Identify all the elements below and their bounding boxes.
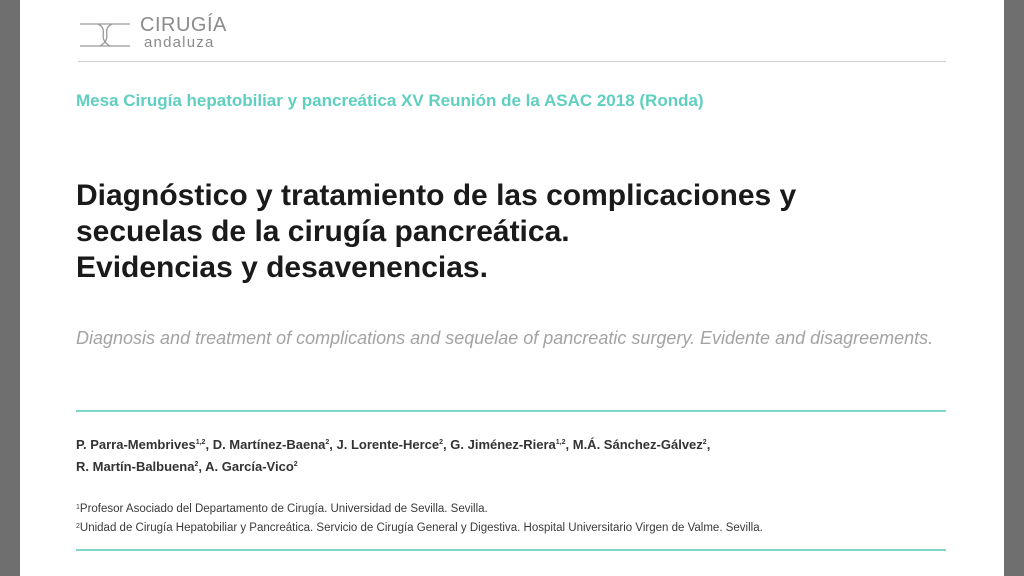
author-name: G. Jiménez-Riera [450, 437, 556, 452]
author-name: R. Martín-Balbuena [76, 459, 195, 474]
author-name: A. García-Vico [205, 459, 294, 474]
affiliation-text: Unidad de Cirugía Hepatobiliar y Pancreática. Servicio de Cirugía General y Digestiva. Hospital Universitario Virgen de Valme. Sevilla. [79, 522, 763, 534]
article-title [76, 178, 956, 286]
author-affiliation-marker: 2 [194, 461, 199, 468]
author-line: P. Parra-Membrives$^{1,2}$, D. Martínez-Baena$^2$, J. Lorente-Herce$^2$, G. Jiménez-Riera$^{1,2}$, M.Á. Sánchez-Gálvez$^2$, [76, 437, 711, 452]
author-list [76, 434, 956, 478]
title-divider [76, 410, 946, 412]
author-name: J. Lorente-Herce [336, 437, 440, 452]
affiliation-item [76, 519, 956, 538]
section-heading: Mesa Cirugía hepatobiliar y pancreática XV Reunión de la ASAC 2018 (Ronda) [76, 91, 704, 110]
author-line: R. Martín-Balbuena$^2$, A. García-Vico$^2$ [76, 459, 298, 474]
affiliation-list [76, 500, 956, 538]
author-affiliation-marker: 2 [325, 439, 330, 446]
journal-logo-icon [78, 16, 132, 50]
journal-name-line1: CIRUGÍA [140, 14, 227, 36]
author-affiliation-marker: 2 [439, 439, 444, 446]
author-name: D. Martínez-Baena [212, 437, 326, 452]
article-title-line: Evidencias y desavenencias. [76, 251, 488, 284]
article-title-line: Diagnóstico y tratamiento de las complicaciones y [76, 179, 797, 212]
author-affiliation-marker: 2 [293, 461, 298, 468]
author-name: M.Á. Sánchez-Gálvez [572, 437, 703, 452]
author-affiliation-marker: 1,2 [195, 439, 206, 446]
article-title-line: secuelas de la cirugía pancreática. [76, 215, 570, 248]
paper-page [20, 0, 1004, 576]
author-affiliation-marker: 2 [702, 439, 707, 446]
affiliation-marker: 1 [76, 504, 80, 511]
english-title: Diagnosis and treatment of complications and sequelae of pancreatic surgery. Evidente and disagreements. [76, 328, 934, 348]
affiliation-item [76, 500, 956, 519]
author-name: P. Parra-Membrives [76, 437, 196, 452]
affiliation-text: Profesor Asociado del Departamento de Cirugía. Universidad de Sevilla. Sevilla. [79, 503, 488, 515]
header-divider [78, 61, 946, 62]
affiliation-divider [76, 549, 946, 551]
journal-name-line2: andaluza [144, 34, 215, 51]
author-affiliation-marker: 1,2 [555, 439, 566, 446]
journal-logo [78, 14, 248, 54]
affiliation-marker: 2 [76, 523, 80, 530]
